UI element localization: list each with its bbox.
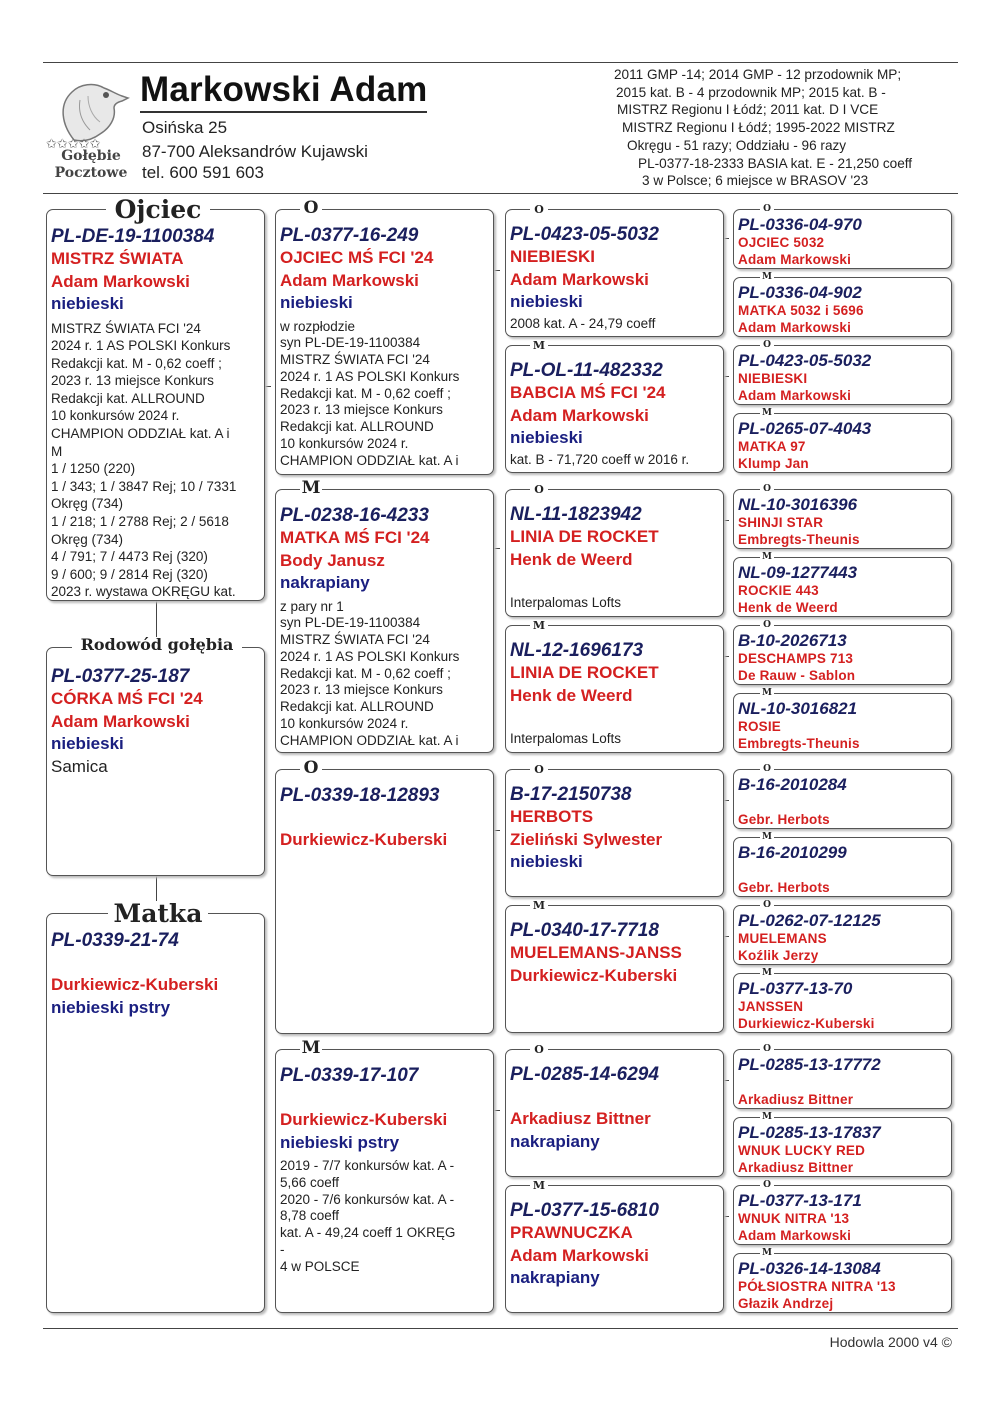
achievement-line: 2015 kat. B - 4 przodownik MP; 2015 kat. B - (616, 84, 886, 100)
note-line: 2008 kat. A - 24,79 coeff (510, 315, 656, 331)
ring-number: PL-0339-17-107 (280, 1065, 419, 1086)
note-line: Redakcji kat. M - 0,62 coeff ; (280, 385, 451, 401)
achievements (600, 66, 962, 190)
ring-number: PL-0377-25-187 (51, 666, 190, 687)
top-rule (43, 62, 958, 63)
pigeon-name: ROCKIE 443 (738, 583, 819, 598)
pigeon-name: WNUK LUCKY RED (738, 1143, 866, 1158)
connector (494, 548, 500, 549)
sex-label-o: O (300, 200, 322, 217)
sex-label-o: O (530, 764, 548, 775)
ring-number: NL-11-1823942 (510, 504, 642, 525)
pigeon-sex: Samica (51, 756, 108, 776)
connector (724, 656, 729, 657)
pigeon-name: PRAWNUCZKA (510, 1223, 633, 1242)
note-line: kat. B - 71,720 coeff w 2016 r. (510, 451, 690, 467)
gen4-card-5[interactable] (733, 489, 952, 549)
ring-number: NL-10-3016396 (738, 495, 858, 514)
pigeon-name: DESCHAMPS 713 (738, 651, 854, 666)
gen4-card-1[interactable] (733, 209, 952, 269)
note-line: z pary nr 1 (280, 598, 344, 614)
father-label: Ojciec (106, 197, 210, 222)
note-line: CHAMPION ODDZIAŁ kat. A i (51, 426, 230, 442)
connector (724, 1080, 729, 1081)
note-line: 10 konkursów 2024 r. (280, 716, 409, 732)
ring-number: PL-0285-13-17837 (738, 1123, 881, 1142)
ring-number: B-10-2026713 (738, 631, 847, 650)
note-line: 10 konkursów 2024 r. (280, 436, 409, 452)
note-line: CHAMPION ODDZIAŁ kat. A i (280, 452, 459, 468)
gen2-card-2[interactable] (275, 489, 494, 753)
ring-number: PL-0423-05-5032 (738, 351, 872, 370)
pigeon-name: LINIA DE ROCKET (510, 527, 659, 546)
pigeon-color: niebieski pstry (280, 1132, 400, 1152)
pigeon-name: MUELEMANS-JANSS (510, 943, 682, 962)
ring-number: PL-OL-11-482332 (510, 360, 663, 381)
note-line: kat. A - 49,24 coeff 1 OKRĘG (280, 1225, 456, 1241)
pigeon-color: niebieski (510, 852, 583, 871)
note-line: 4 w POLSCE (280, 1258, 360, 1274)
gen4-card-4[interactable] (733, 413, 952, 473)
ring-number: PL-0285-13-17772 (738, 1055, 881, 1074)
owner-name: Henk de Weerd (510, 685, 633, 705)
note-line: 2023 r. 13 miejsce Konkurs (51, 373, 214, 389)
owner-name: Henk de Weerd (738, 600, 838, 615)
gen3-card-4[interactable] (505, 625, 724, 753)
footer-credit: Hodowla 2000 v4 © (829, 1334, 952, 1350)
note-line: 8,78 coeff (280, 1208, 340, 1224)
owner-name: Adam Markowski (738, 1228, 852, 1243)
note-line: Redakcji kat. M - 0,62 coeff ; (280, 665, 451, 681)
note-line: - (280, 1241, 285, 1257)
pigeon-name: MISTRZ ŚWIATA (51, 249, 184, 268)
ring-number: PL-0377-15-6810 (510, 1200, 659, 1221)
note-line: 2023 r. wystawa OKRĘGU kat. (51, 584, 236, 600)
owner-name: Głazik Andrzej (738, 1296, 834, 1311)
pigeon-color: niebieski (51, 734, 124, 753)
pigeon-name: OJCIEC MŚ FCI '24 (280, 248, 434, 267)
sex-label-m: M (760, 833, 774, 842)
owner-name: Henk de Weerd (510, 549, 633, 569)
sex-label-m: M (301, 478, 321, 498)
subject-card[interactable] (46, 647, 265, 876)
gen4-card-7[interactable] (733, 625, 952, 685)
note-line: 2024 r. 1 AS POLSKI Konkurs (280, 648, 460, 664)
ring-number: NL-10-3016821 (738, 699, 858, 718)
connector (265, 386, 271, 387)
owner-name: Adam Markowski (738, 388, 852, 403)
note-line: 5,66 coeff (280, 1174, 340, 1190)
ring-number: PL-0377-13-171 (738, 1191, 862, 1210)
connector (724, 800, 729, 801)
pigeon-head-icon (44, 70, 134, 150)
sex-label-o: O (760, 621, 774, 630)
owner-name: De Rauw - Sablon (738, 668, 856, 683)
gen3-card-2[interactable] (505, 345, 724, 473)
pigeon-name: PÓŁSIOSTRA NITRA '13 (738, 1279, 896, 1294)
owner-name: Durkiewicz-Kuberski (738, 1016, 875, 1031)
achievement-line: 2011 GMP -14; 2014 GMP - 12 przodownik MP; (614, 67, 902, 82)
gen4-card-10[interactable] (733, 837, 952, 897)
pigeon-color: niebieski (51, 294, 124, 313)
note-line: Okręg (734) (51, 531, 124, 547)
ring-number: NL-09-1277443 (738, 563, 858, 582)
sex-label-o: O (760, 1181, 774, 1190)
pigeon-name: LINIA DE ROCKET (510, 663, 659, 682)
ring-number: PL-0423-05-5032 (510, 224, 659, 245)
connector (494, 1110, 500, 1111)
note-line: 2019 - 7/7 konkursów kat. A - (280, 1158, 455, 1173)
note-line: 9 / 600; 9 / 2814 Rej (320) (51, 566, 208, 582)
ring-number: PL-0339-21-74 (51, 930, 179, 951)
ring-number: PL-0238-16-4233 (280, 505, 429, 526)
breeder-street: Osińska 25 (142, 118, 228, 137)
mother-card[interactable] (46, 913, 265, 1313)
owner-name: Adam Markowski (51, 271, 190, 291)
father-card[interactable] (46, 209, 265, 601)
sex-label-o: O (760, 341, 774, 350)
owner-name: Arkadiusz Bittner (510, 1109, 651, 1128)
owner-name: Adam Markowski (510, 1245, 649, 1265)
achievement-line: PL-0377-18-2333 BASIA kat. E - 21,250 coeff (638, 155, 913, 171)
note-line: 10 konkursów 2024 r. (51, 408, 180, 424)
connector (724, 936, 729, 937)
ring-number: B-16-2010299 (738, 843, 847, 862)
note-line: 2023 r. 13 miejsce Konkurs (280, 682, 443, 698)
gen4-card-2[interactable] (733, 277, 952, 337)
gen4-card-3[interactable] (733, 345, 952, 405)
connector (724, 1216, 729, 1217)
sex-label-m: M (760, 689, 774, 698)
owner-name: Adam Markowski (51, 711, 190, 731)
note-line: Okręg (734) (51, 496, 124, 512)
achievement-line: Okręgu - 51 razy; Oddziału - 96 razy (627, 137, 847, 153)
sex-label-m: M (760, 409, 774, 418)
owner-name: Adam Markowski (510, 405, 649, 425)
note-line: M (51, 443, 63, 459)
logo-text-line-2: Pocztowe (54, 165, 128, 181)
connector (494, 270, 500, 271)
logo-text (48, 148, 134, 182)
pigeon-color: niebieski pstry (51, 997, 171, 1017)
pigeon-name: JANSSEN (738, 999, 804, 1014)
pigeon-color: niebieski (510, 428, 583, 447)
sex-label-o: O (760, 205, 774, 214)
achievement-line: 3 w Polsce; 6 miejsce w BRASOV '23 (642, 173, 869, 189)
gen3-card-6[interactable] (505, 905, 724, 1033)
note-line: 1 / 218; 1 / 2788 Rej; 2 / 5618 (51, 514, 229, 530)
achievement-line: MISTRZ Regionu I Łódź; 1995-2022 MISTRZ (622, 120, 895, 136)
note-line: Interpalomas Lofts (510, 595, 622, 610)
note-line: Redakcji kat. ALLROUND (51, 390, 205, 406)
sex-label-m: M (530, 620, 548, 631)
owner-name: Embregts-Theunis (738, 736, 860, 751)
logo-text-line-1: Gołębie (61, 148, 121, 164)
owner-name: Adam Markowski (738, 320, 852, 335)
owner-name: Durkiewicz-Kuberski (280, 830, 448, 849)
footer-rule (43, 1328, 958, 1329)
pigeon-color: nakrapiany (280, 573, 370, 592)
ring-number: PL-0265-07-4043 (738, 419, 872, 438)
pigeon-name: OJCIEC 5032 (738, 235, 825, 250)
note-line: Redakcji kat. ALLROUND (280, 419, 434, 435)
connector (494, 830, 500, 831)
owner-name: Adam Markowski (280, 270, 419, 290)
gen4-card-13[interactable] (733, 1049, 952, 1109)
sex-label-m: M (760, 273, 774, 282)
note-line: w rozpłodzie (280, 318, 356, 334)
ring-number: PL-0326-14-13084 (738, 1259, 881, 1278)
pigeon-name: MATKA 5032 i 5696 (738, 303, 864, 318)
owner-name: Arkadiusz Bittner (738, 1092, 854, 1107)
sex-label-m: M (530, 900, 548, 911)
gen2-card-3[interactable] (275, 769, 494, 1034)
pigeon-name: CÓRKA MŚ FCI '24 (51, 689, 203, 708)
owner-name: Adam Markowski (738, 252, 852, 267)
gen4-card-12[interactable] (733, 973, 952, 1033)
gen3-card-1[interactable] (505, 209, 724, 337)
owner-name: Klump Jan (738, 456, 809, 471)
note-line: MISTRZ ŚWIATA FCI '24 (280, 632, 430, 648)
pigeon-color: niebieski (510, 292, 583, 311)
note-line: Redakcji kat. ALLROUND (280, 699, 434, 715)
mother-label: Matka (108, 901, 208, 926)
connector (724, 376, 729, 377)
header-rule (43, 193, 958, 194)
owner-name: Koźlik Jerzy (738, 948, 819, 963)
gen2-card-1[interactable] (275, 209, 494, 475)
gen4-card-6[interactable] (733, 557, 952, 617)
ring-number: PL-0336-04-970 (738, 215, 862, 234)
owner-name: Arkadiusz Bittner (738, 1160, 854, 1175)
sex-label-m: M (530, 340, 548, 351)
pigeon-name: NIEBIESKI (738, 371, 808, 386)
gen3-card-8[interactable] (505, 1185, 724, 1313)
owner-name: Body Janusz (280, 550, 385, 570)
note-line: syn PL-DE-19-1100384 (280, 615, 421, 631)
breeder-phone: tel. 600 591 603 (142, 163, 264, 182)
pedigree-label: Rodowód gołębia (72, 637, 242, 653)
sex-label-o: O (530, 1044, 548, 1055)
pigeon-name: NIEBIESKI (510, 247, 596, 266)
ring-number: PL-DE-19-1100384 (51, 226, 215, 247)
pigeon-name: HERBOTS (510, 807, 594, 826)
note-line: Interpalomas Lofts (510, 731, 622, 746)
ring-number: PL-0340-17-7718 (510, 920, 659, 941)
owner-name: Gebr. Herbots (738, 812, 830, 827)
gen4-card-14[interactable] (733, 1117, 952, 1177)
pigeon-name: MUELEMANS (738, 931, 827, 946)
owner-name: Durkiewicz-Kuberski (280, 1110, 448, 1129)
note-line: MISTRZ ŚWIATA FCI '24 (280, 352, 430, 368)
note-line: CHAMPION ODDZIAŁ kat. A i (280, 732, 459, 748)
note-line: 2024 r. 1 AS POLSKI Konkurs (280, 368, 460, 384)
connector (724, 238, 729, 239)
sex-label-m: M (530, 1180, 548, 1191)
gen4-card-11[interactable] (733, 905, 952, 965)
pigeon-color: nakrapiany (510, 1268, 600, 1287)
sex-label-o: O (760, 765, 774, 774)
gen4-card-16[interactable] (733, 1253, 952, 1313)
connector (724, 520, 729, 521)
owner-name: Durkiewicz-Kuberski (510, 965, 678, 985)
note-line: syn PL-DE-19-1100384 (280, 335, 421, 351)
sex-label-o: O (530, 484, 548, 495)
ring-number: PL-0336-04-902 (738, 283, 862, 302)
gen3-card-7[interactable] (505, 1049, 724, 1177)
ring-number: B-17-2150738 (510, 784, 632, 805)
ring-number: PL-0339-18-12893 (280, 785, 440, 806)
pigeon-color: nakrapiany (510, 1131, 600, 1151)
pigeon-name: MATKA MŚ FCI '24 (280, 528, 430, 547)
sex-label-o: O (760, 485, 774, 494)
ring-number: PL-0262-07-12125 (738, 911, 881, 930)
owner-name: Embregts-Theunis (738, 532, 860, 547)
pigeon-name: ROSIE (738, 719, 782, 734)
note-line: 2023 r. 13 miejsce Konkurs (280, 402, 443, 418)
owner-name: Durkiewicz-Kuberski (51, 975, 219, 994)
gen3-card-5[interactable] (505, 769, 724, 897)
owner-name: Gebr. Herbots (738, 880, 830, 895)
note-line: 1 / 1250 (220) (51, 461, 136, 477)
note-line: 2020 - 7/6 konkursów kat. A - (280, 1191, 455, 1207)
breeder-city: 87-700 Aleksandrów Kujawski (142, 142, 368, 161)
sex-label-o: O (300, 760, 322, 777)
note-line: 1 / 343; 1 / 3847 Rej; 10 / 7331 (51, 478, 237, 494)
gen4-card-15[interactable] (733, 1185, 952, 1245)
note-line: Redakcji kat. M - 0,62 coeff ; (51, 355, 222, 371)
sex-label-o: O (530, 204, 548, 215)
note-line: 2024 r. 1 AS POLSKI Konkurs (51, 338, 231, 354)
breeder-name: Markowski Adam (140, 70, 427, 113)
note-line: MISTRZ ŚWIATA FCI '24 (51, 320, 201, 336)
owner-name: Zieliński Sylwester (510, 829, 663, 849)
pigeon-color: niebieski (280, 293, 353, 312)
gen3-card-3[interactable] (505, 489, 724, 617)
note-line: 4 / 791; 7 / 4473 Rej (320) (51, 549, 208, 565)
gen4-card-8[interactable] (733, 693, 952, 753)
svg-text:✩✩✩✩✩: ✩✩✩✩✩ (46, 137, 101, 150)
sex-label-m: M (760, 1113, 774, 1122)
sex-label-m: M (760, 969, 774, 978)
pigeon-name: BABCIA MŚ FCI '24 (510, 383, 666, 402)
sex-label-m: M (760, 553, 774, 562)
ring-number: NL-12-1696173 (510, 640, 644, 661)
ring-number: PL-0377-13-70 (738, 979, 853, 998)
sex-label-o: O (760, 901, 774, 910)
pigeon-name: SHINJI STAR (738, 515, 824, 530)
sex-label-m: M (301, 1038, 321, 1058)
sex-label-m: M (760, 1249, 774, 1258)
ring-number: PL-0377-16-249 (280, 225, 419, 246)
owner-name: Adam Markowski (510, 269, 649, 289)
ring-number: PL-0285-14-6294 (510, 1064, 659, 1085)
pigeon-name: MATKA 97 (738, 439, 806, 454)
achievement-line: MISTRZ Regionu I Łódź; 2011 kat. D I VCE (617, 102, 879, 118)
gen4-card-9[interactable] (733, 769, 952, 829)
ring-number: B-16-2010284 (738, 775, 847, 794)
pigeon-name: WNUK NITRA '13 (738, 1211, 850, 1226)
sex-label-o: O (760, 1045, 774, 1054)
gen2-card-4[interactable] (275, 1049, 494, 1313)
